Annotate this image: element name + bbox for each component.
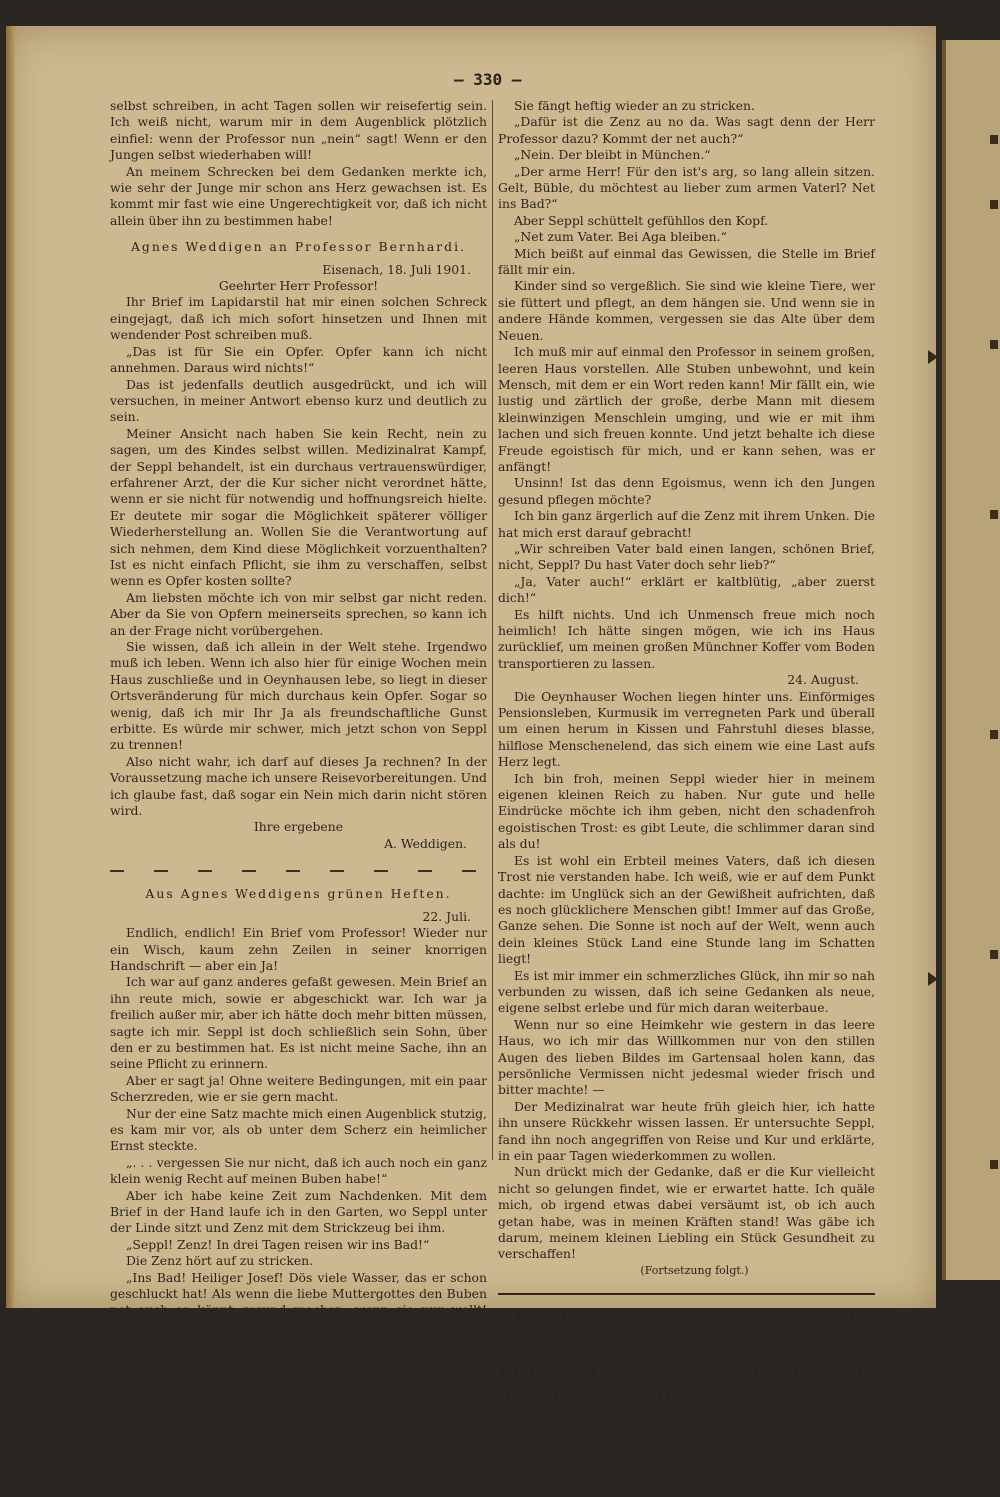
page-turn-arrow-icon [928,972,938,986]
paragraph: Ich war auf ganz anderes gefaßt gewesen. Mein Brief an ihn reute mich, sowie er abgeschickt war. Ich war ja freilich außer mir, aber ich hätte doch mehr bitten müssen, sagte ich mir. Seppl ist doch schließlich sein Sohn, über den er zu bestimmen hat. Es ist nicht meine Sache, ihn an seine Pflicht zu erinnern. [110,974,487,1072]
paragraph: Aber ich habe keine Zeit zum Nachdenken. Mit dem Brief in der Hand laufe ich in den Garten, wo Seppl unter der Linde sitzt und Zenz mit dem Strickzeug bei ihm. [110,1187,487,1236]
paragraph: Ich muß mir auf einmal den Professor in seinem großen, leeren Haus vorstellen. Alle Stuben unbewohnt, und kein Mensch, mit dem er ein Wort reden kann! Mir fällt ein, wie lustig und zärtlich der große, derbe Mann mit diesem kleinwinzigen Menschlein umging, und wie er mit ihm lachen und sich freuen konnte. Und jetzt behalte ich diese Freude egoistisch für mich, und er kann sehen, was er anfängt! [498,344,875,474]
paragraph: Ich bin froh, meinen Seppl wieder hier in meinem eigenen kleinen Reich zu haben. Nur gute und helle Eindrücke möchte ich ihm geben, nicht den schadenfroh egoistischen Trost: es gibt Leute, die schlimmer daran sind als du! [498,770,875,852]
letter-signature: A. Weddigen. [384,835,467,851]
paragraph: „Nein. Der bleibt in München.“ [514,147,711,163]
page-number: — 330 — [454,70,522,89]
paragraph: Sie fängt heftig wieder an zu stricken. [514,98,755,113]
letter-greeting: Geehrter Herr Professor! [218,278,379,294]
paragraph: Nun drückt mich der Gedanke, daß er die Kur vielleicht nicht so gelungen findet, wie er erwartet hatte. Ich quäle mich, ob irgend etwas dabei versäumt ist, ob ich auch getan habe, was in meinen Kräften stand! Was gäbe ich darum, meinem kleinen Liebling ein Stück Gesundheit zu verschaffen! [498,1164,875,1262]
paragraph: Meiner Ansicht nach haben Sie kein Recht, nein zu sagen, um des Kindes selbst willen. Medizinalrat Kampf, der Seppl behandelt, ist ein durchaus vertrauenswürdiger, erfahrener Arzt, der die Kur sicher nicht verordnet hätte, wenn er sie nicht für notwendig und hoffnungsreich hielte. Er deutete mir sogar die Möglichkeit späterer völliger Wiederherstellung an. Wollen Sie die Verantwortung auf sich nehmen, dem Kind diese Möglichkeit vorzuenthalten? Ist es nicht einfach Pflicht, sie ihm zu verschaffen, selbst wenn es Opfer kosten sollte? [110,425,487,589]
paragraph: Endlich, endlich! Ein Brief vom Professor! Wieder nur ein Wisch, kaum zehn Zeilen in seiner knorrigen Handschrift — aber ein Ja! [110,925,487,973]
continuation-note: (Fortsetzung folgt.) [640,1263,749,1277]
page-gutter-shadow [942,40,946,1280]
paragraph: Unsinn! Ist das denn Egoismus, wenn ich den Jungen gesund pflegen möchte? [498,475,875,507]
text-fragment-mark [990,730,998,739]
page-turn-arrow-icon [928,350,938,364]
paragraph: Mich beißt auf einmal das Gewissen, die Stelle im Brief fällt mir ein. [498,245,875,278]
left-column [110,98,487,1417]
letter-closing: Ihre ergebene [253,819,344,835]
text-fragment-mark [990,200,998,209]
paragraph: „Der arme Herr! Für den ist's arg, so lang allein sitzen. Gelt, Büble, du möchtest au lieber zum armen Vaterl? Net ins Bad?“ [498,163,875,212]
paragraph: Es ist mir immer ein schmerzliches Glück, ihn mir so nah verbunden zu wissen, daß ich seine Gedanken als neue, eigene selbst erlebe und für mich daran weiterbaue. [498,967,875,1016]
paragraph: „Dafür ist die Zenz au no da. Was sagt denn der Herr Professor dazu? Kommt der net auch?“ [498,114,875,146]
diary-date: 24. August. [787,672,859,688]
text-fragment-mark [990,135,998,144]
paragraph: Ihr Brief im Lapidarstil hat mir einen solchen Schreck eingejagt, daß ich mich sofort hinsetzen und Ihnen mit wendender Post schreiben muß. [110,294,487,343]
text-fragment-mark [990,340,998,349]
letter-heading: Agnes Weddigen an Professor Bernhardi. [130,239,466,255]
section-rule [498,1293,875,1295]
paragraph: Nur der eine Satz machte mich einen Augenblick stutzig, es kam mir vor, als ob unter dem Scherz ein heimlicher Ernst steckte. [110,1105,487,1154]
article-title: Landgräflich hessische Verordnung über Rechte und Pflichten der Kirchenältesten aus dem Jahre 1810 [498,1307,875,1408]
paragraph: Die Zenz hört auf zu stricken. [126,1253,314,1269]
text-fragment-mark [990,510,998,519]
paragraph: „Wir schreiben Vater bald einen langen, schönen Brief, nicht, Seppl? Du hast Vater doch sehr lieb?“ [498,540,875,573]
paragraph: Das ist jedenfalls deutlich ausgedrückt, und ich will versuchen, in meiner Antwort ebenso kurz und deutlich zu sein. [110,376,487,425]
paragraph: „. . . vergessen Sie nur nicht, daß ich auch noch ein ganz klein wenig Recht auf meinen Buben habe!“ [110,1154,487,1187]
paragraph: „Das ist für Sie ein Opfer. Opfer kann ich nicht annehmen. Daraus wird nichts!“ [110,343,487,376]
paragraph: Aber er sagt ja! Ohne weitere Bedingungen, mit ein paar Scherzreden, wie er sie gern macht. [110,1072,487,1105]
paragraph: Am liebsten möchte ich von mir selbst gar nicht reden. Aber da Sie von Opfern meinerseits sprechen, so kann ich an der Frage nicht vorübergehen. [110,589,487,638]
adjacent-page-edge [942,40,1000,1280]
paragraph: Ich bin ganz ärgerlich auf die Zenz mit ihrem Unken. Die hat mich erst darauf gebracht! [498,508,875,540]
section-separator [110,866,487,876]
text-fragment-mark [990,1160,998,1169]
paragraph: „Seppl! Zenz! In drei Tagen reisen wir ins Bad!“ [126,1236,430,1252]
article-text: Von Gottes Gnaden, Ludwig X., Landgraf zu Hessen, Herzog in Westfalen und Engern, Pfalzgraf bei Rhein, Fürst zu Hersfeld und Starkenburg, Graf zu Arnsberg und des heiligen römischen Reiches Versechter zwischen Rhein und Weser, Graf zu Katzenellenbogen, Diez, Ziegenhain, Nidda, Hanau, Schaumburg, Isenburg und Büdingen, Herr zu Friedberg und Wimpfen, [498,1409,875,1496]
paragraph: Ihr verschrumpeltes Altweibergesichtchen hat einen mißtrauischen Ausdruck. O Zenz, ich erkenne dich! Eifersüchtig bist du! Los sein möchtest du mich! [110,1335,487,1384]
paragraph: Es ist wohl ein Erbteil meines Vaters, daß ich diesen Trost nie verstanden habe. Ich weiß, wie er auf dem Punkt dachte: im Unglück sich an der Gewißheit aufrichten, daß es noch glücklichere Menschen gibt! Immer auf das Große, Ganze sehen. Die Sonne ist noch auf der Welt, wenn auch dein kleines Stück Land eine Stunde lang im Schatten liegt! [498,852,875,967]
paragraph: Also nicht wahr, ich darf auf dieses Ja rechnen? In der Voraussetzung mache ich unsere Reisevorbereitungen. Und ich glaube fast, daß sogar ein Nein mich darin nicht stören wird. [110,753,487,819]
paragraph: Es hilft nichts. Und ich Unmensch freue mich noch heimlich! Ich hätte singen mögen, wie ich ins Haus zurücklief, um meinen großen Münchner Koffer vom Boden transportieren zu lassen. [498,606,875,671]
paragraph: „Net zum Vater. Bei Aga bleiben.“ [514,229,727,245]
diary-heading: Aus Agnes Weddigens grünen Heften. [145,886,452,902]
paragraph: Aber Seppl schüttelt gefühllos den Kopf. [514,212,769,228]
page-binding-edge [6,26,15,1308]
paragraph: An meinem Schrecken bei dem Gedanken merkte ich, wie sehr der Junge mir schon ans Herz gewachsen ist. Es kommt mir fast wie eine Ungerechtigkeit vor, daß ich nicht allein über ihn zu bestimmen habe! [110,163,487,228]
text-fragment-mark [990,950,998,959]
paragraph: „Natürlich gehe ich mit! Was sollte der Seppl denn wohl ohne mich anfangen?“ [110,1384,487,1416]
paragraph: Die Oeynhauser Wochen liegen hinter uns. Einförmiges Pensionsleben, Kurmusik im verregneten Park und überall um einen herum in Kissen und Fahrstuhl dieses blasse, hilflose Menschenelend, das sich einem wie eine Last aufs Herz legt. [498,688,875,770]
paragraph: Kinder sind so vergeßlich. Sie sind wie kleine Tiere, wer sie füttert und pflegt, an dem hängen sie. Und wenn sie in andere Hände kommen, vergessen sie das Alte über dem Neuen. [498,278,875,343]
paragraph: „Ins Bad! Heiliger Josef! Dös viele Wasser, das er schon geschluckt hat! Als wenn die liebe Muttergottes den Buben net auch so könnt gesund machen, wenn sie nur wollt! Geht's Fräule denn auch mit?“ [110,1269,487,1334]
paragraph: selbst schreiben, in acht Tagen sollen wir reisefertig sein. Ich weiß nicht, warum mir in dem Augenblick plötzlich einfiel: wenn der Professor nun „nein“ sagt! Wenn er den Jungen selbst wiederhaben will! [110,98,487,163]
paragraph: Wenn nur so eine Heimkehr wie gestern in das leere Haus, wo ich mir das Willkommen nur von den stillen Augen des lieben Bildes im Gartensaal holen kann, das persönliche Vermissen nicht jedesmal wieder frisch und bitter machte! — [498,1016,875,1098]
paragraph: Der Medizinalrat war heute früh gleich hier, ich hatte ihn unsere Rückkehr wissen lassen. Er untersuchte Seppl, fand ihn noch angegriffen von Reise und Kur und erklärte, in ein paar Tagen wiederkommen zu wollen. [498,1098,875,1163]
right-column [498,98,875,1497]
paragraph: „Ja, Vater auch!“ erklärt er kaltblütig, „aber zuerst dich!“ [498,573,875,606]
diary-date: 22. Juli. [422,908,471,924]
letter-date: Eisenach, 18. Juli 1901. [322,261,471,277]
paragraph: Sie wissen, daß ich allein in der Welt stehe. Irgendwo muß ich leben. Wenn ich also hier für einige Wochen mein Haus zuschließe und in Oeynhausen lebe, so liegt in dieser Ortsveränderung für mich durchaus kein Opfer. Sogar so wenig, daß ich mir Ihr Ja als freundschaftliche Gunst erbitte. Es würde mir schwer, mich jetzt schon von Seppl zu trennen! [110,639,487,753]
column-divider [492,100,493,1160]
